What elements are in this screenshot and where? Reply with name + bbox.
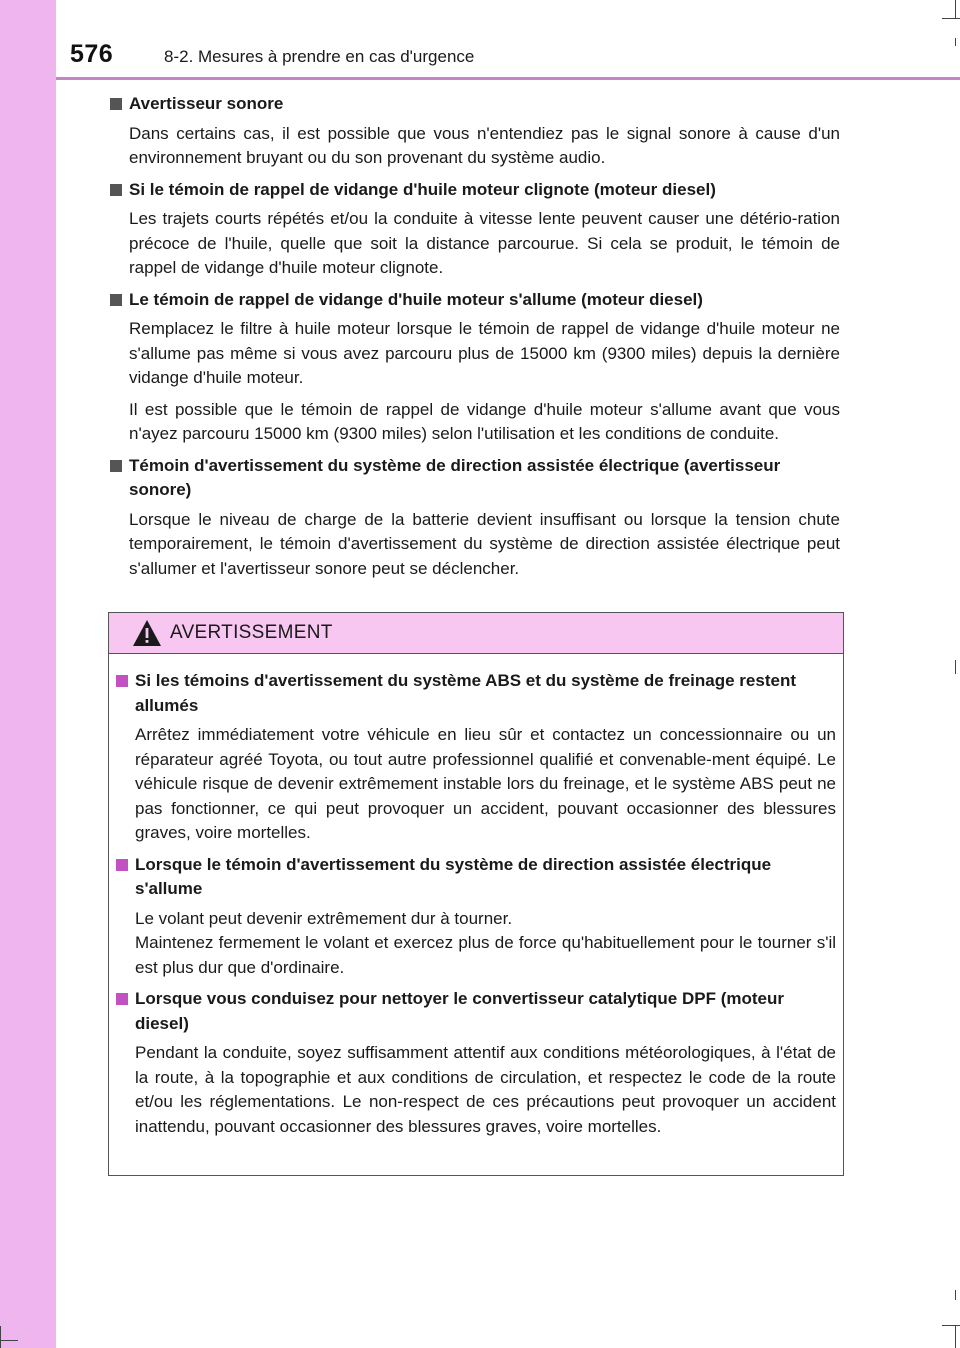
square-bullet-icon	[116, 675, 128, 687]
page-number: 576	[70, 40, 114, 68]
section-title: 8-2. Mesures à prendre en cas d'urgence	[164, 47, 475, 66]
square-bullet-icon	[110, 460, 122, 472]
section-heading	[110, 454, 840, 503]
square-bullet-icon	[116, 859, 128, 871]
warning-paragraph: Pendant la conduite, soyez suffisamment attentif aux conditions météorologiques, à l'état de la route, à la topographie et aux conditions de circulation, et respectez le code de la route et/ou les réglementations. Le non-respect de ces précautions peut provoquer un accident inattendu, pouvant occasionner des blessures graves, voire mortelles.	[135, 1043, 836, 1136]
crop-mark	[955, 1326, 956, 1348]
crop-mark	[942, 1325, 960, 1326]
warning-title: AVERTISSEMENT	[170, 622, 333, 643]
section-heading-text: Témoin d'avertissement du système de direction assistée électrique (avertisseur sonore)	[129, 455, 781, 499]
square-bullet-icon	[110, 294, 122, 306]
header-divider	[56, 77, 960, 80]
warning-item-heading-text: Si les témoins d'avertissement du système ABS et du système de freinage restent allumés	[135, 671, 796, 715]
warning-item-heading	[116, 987, 836, 1036]
warning-item-heading-text: Lorsque vous conduisez pour nettoyer le convertisseur catalytique DPF (moteur diesel)	[135, 989, 784, 1033]
section-heading	[110, 178, 840, 203]
crop-mark	[955, 1290, 956, 1300]
warning-paragraph: Maintenez fermement le volant et exercez plus de force qu'habituellement pour le tourner s'il est plus dur que d'ordinaire.	[135, 933, 836, 977]
square-bullet-icon	[110, 184, 122, 196]
crop-mark	[0, 1340, 18, 1341]
section-heading	[110, 92, 840, 117]
warning-triangle-icon	[132, 619, 162, 647]
warning-box	[108, 612, 844, 1176]
warning-paragraph: Le volant peut devenir extrêmement dur à tourner.	[135, 908, 513, 928]
section-paragraph: Les trajets courts répétés et/ou la conduite à vitesse lente peuvent causer une détério-ration précoce de l'huile, quelle que soit la distance parcourue. Si cela se produit, le témoin de rappel de vidange d'huile moteur clignote.	[129, 209, 840, 277]
warning-body	[116, 669, 836, 1146]
square-bullet-icon	[110, 98, 122, 110]
section-paragraph: Il est possible que le témoin de rappel de vidange d'huile moteur s'allume avant que vous n'ayez parcouru 15000 km (9300 miles) selon l'utilisation et les conditions de conduite.	[129, 399, 840, 443]
section-heading-text: Si le témoin de rappel de vidange d'huile moteur clignote (moteur diesel)	[129, 179, 716, 199]
crop-mark	[955, 0, 956, 18]
main-content	[110, 92, 840, 588]
section-heading-text: Le témoin de rappel de vidange d'huile moteur s'allume (moteur diesel)	[129, 289, 703, 309]
side-color-bar	[0, 0, 56, 1348]
section-heading	[110, 288, 840, 313]
crop-mark	[942, 18, 960, 19]
section-paragraph: Remplacez le filtre à huile moteur lorsque le témoin de rappel de vidange d'huile moteur ne s'allume pas même si vous avez parcouru plus de 15000 km (9300 miles) depuis la dernière vidange d'huile moteur.	[129, 319, 840, 387]
crop-mark	[0, 1326, 1, 1348]
warning-item-heading	[116, 669, 836, 718]
section-paragraph: Lorsque le niveau de charge de la batterie devient insuffisant ou lorsque la tension chute temporairement, le témoin d'avertissement du système de direction assistée électrique peut s'allumer et l'avertisseur sonore peut se déclencher.	[129, 509, 840, 578]
crop-mark	[955, 38, 956, 46]
warning-paragraph: Arrêtez immédiatement votre véhicule en lieu sûr et contactez un concessionnaire ou un réparateur agréé Toyota, ou tout autre professionnel qualifié et convenable-ment équipé. Le véhicule risque de devenir extrêmement instable lors du freinage, et le système ABS peut ne pas fonctionner, ce qui peut provoquer un accident, pouvant occasionner des blessures graves, voire mortelles.	[135, 725, 836, 842]
warning-item-heading-text: Lorsque le témoin d'avertissement du système de direction assistée électrique s'allume	[135, 854, 772, 898]
crop-mark	[955, 660, 956, 674]
warning-header	[109, 613, 843, 654]
section-paragraph: Dans certains cas, il est possible que vous n'entendiez pas le signal sonore à cause d'un environnement bruyant ou du son provenant du système audio.	[129, 123, 840, 167]
square-bullet-icon	[116, 993, 128, 1005]
section-heading-text: Avertisseur sonore	[129, 94, 284, 113]
warning-item-heading	[116, 853, 836, 902]
